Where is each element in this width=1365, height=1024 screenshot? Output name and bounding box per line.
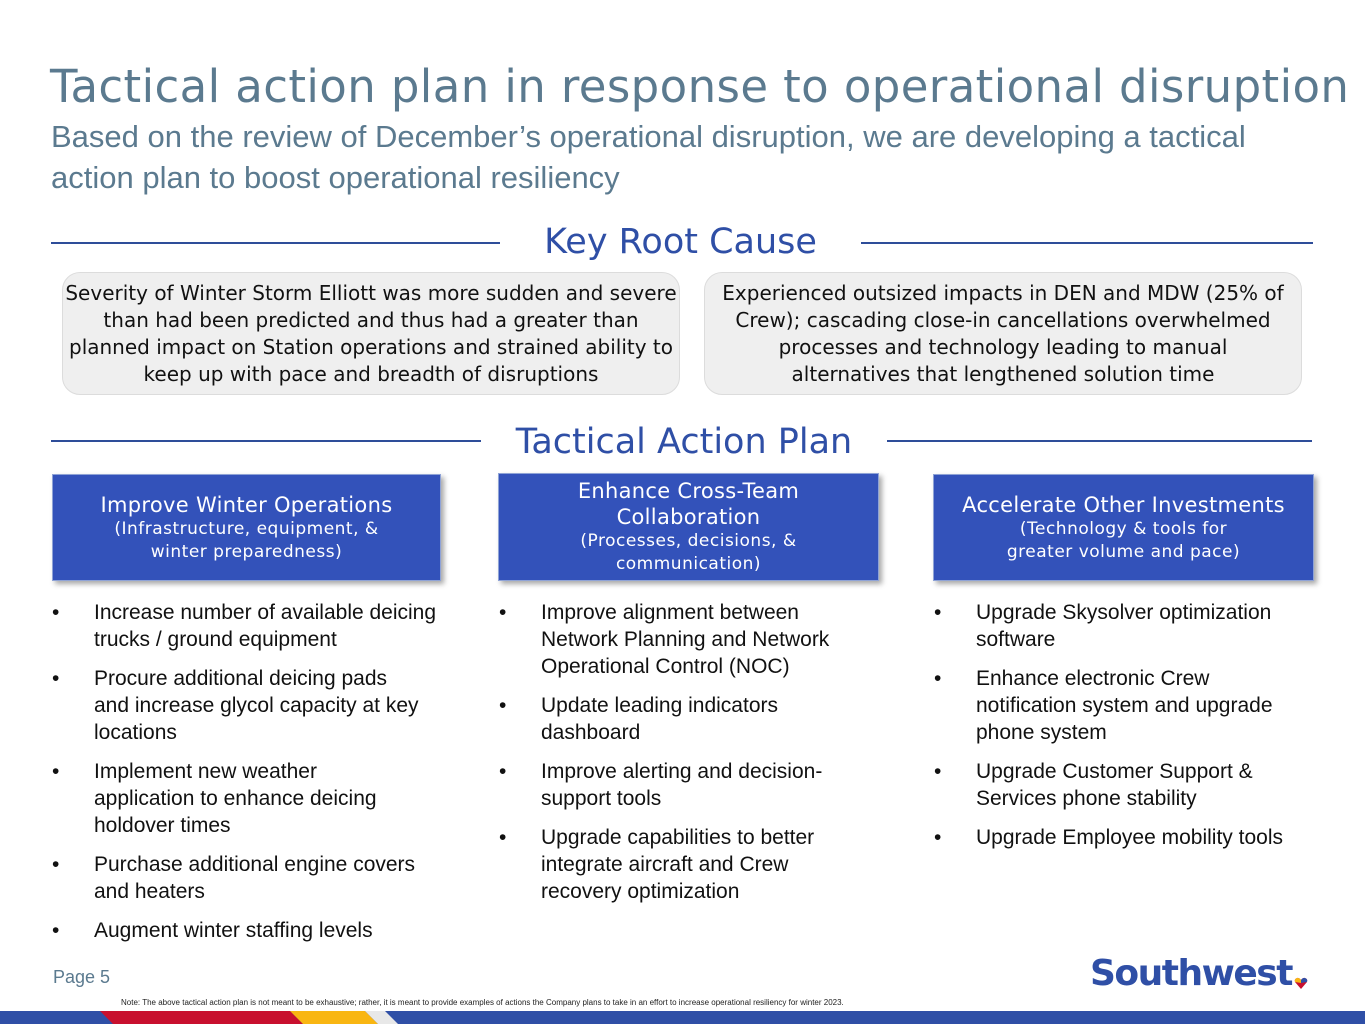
plan-header-cross-team <box>498 473 879 581</box>
plan-header-other-investments <box>933 474 1314 581</box>
list-item: • Augment winter staffing levels <box>52 917 452 944</box>
plan-subtitle-cross-team: (Processes, decisions, & communication) <box>580 531 797 574</box>
page-number: Page 5 <box>53 967 111 987</box>
list-item: • Upgrade Customer Support & Services phone stability <box>934 758 1334 812</box>
list-item: • Improve alerting and decision-support tools <box>499 758 874 812</box>
list-item: • Procure additional deicing pads and increase glycol capacity at key locations <box>52 665 452 746</box>
southwest-logo: Southwest <box>1090 953 1292 994</box>
plan-title-winter-operations: Improve Winter Operations <box>100 492 393 517</box>
list-item: • Implement new weather application to enhance deicing holdover times <box>52 758 452 839</box>
plan-title-cross-team: Enhance Cross-Team Collaboration <box>577 479 800 529</box>
root-cause-box-storm <box>62 272 680 395</box>
heart-icon <box>1294 976 1308 990</box>
action-plan-divider-right <box>887 440 1312 442</box>
page-title: Tactical action plan in response to operational disruption <box>50 60 1350 113</box>
root-cause-text-crew: Experienced outsized impacts in DEN and MDW (25% of Crew); cascading close-in cancellations overwhelmed processes and technology leading to manual alternatives that lengthened solution time <box>722 280 1284 386</box>
root-cause-box-crew <box>704 272 1302 395</box>
action-plan-divider-left <box>51 440 481 442</box>
list-item: • Enhance electronic Crew notification system and upgrade phone system <box>934 665 1334 746</box>
list-item: • Upgrade Skysolver optimization software <box>934 599 1334 653</box>
list-item: • Improve alignment between Network Planning and Network Operational Control (NOC) <box>499 599 874 680</box>
other-investments-list <box>934 599 1334 863</box>
root-cause-text-storm: Severity of Winter Storm Elliott was more sudden and severe than had been predicted and thus had a greater than planned impact on Station operations and strained ability to keep up with pace and breadth of disruptions <box>65 280 677 386</box>
plan-title-other-investments: Accelerate Other Investments <box>962 492 1285 517</box>
list-item: • Purchase additional engine covers and heaters <box>52 851 452 905</box>
cross-team-list <box>499 599 874 917</box>
plan-header-winter-operations <box>52 474 441 581</box>
root-cause-divider-left <box>51 242 500 244</box>
list-item: • Upgrade Employee mobility tools <box>934 824 1334 851</box>
list-item: • Update leading indicators dashboard <box>499 692 874 746</box>
action-plan-heading: Tactical Action Plan <box>515 422 853 462</box>
plan-subtitle-winter-operations: (Infrastructure, equipment, & winter preparedness) <box>114 518 379 562</box>
winter-operations-list <box>52 599 452 956</box>
root-cause-divider-right <box>861 242 1313 244</box>
root-cause-heading: Key Root Cause <box>544 222 817 262</box>
list-item: • Increase number of available deicing trucks / ground equipment <box>52 599 452 653</box>
plan-subtitle-other-investments: (Technology & tools for greater volume and pace) <box>1006 518 1241 562</box>
page-subtitle: Based on the review of December’s operational disruption, we are developing a tactical action plan to boost operational resiliency <box>51 119 1246 195</box>
footnote: Note: The above tactical action plan is not meant to be exhaustive; rather, it is meant to provide examples of actions the Company plans to take in an effort to increase operational resiliency for winter 2023. <box>121 998 844 1007</box>
brand-stripe <box>0 1011 1365 1024</box>
list-item: • Upgrade capabilities to better integrate aircraft and Crew recovery optimization <box>499 824 874 905</box>
